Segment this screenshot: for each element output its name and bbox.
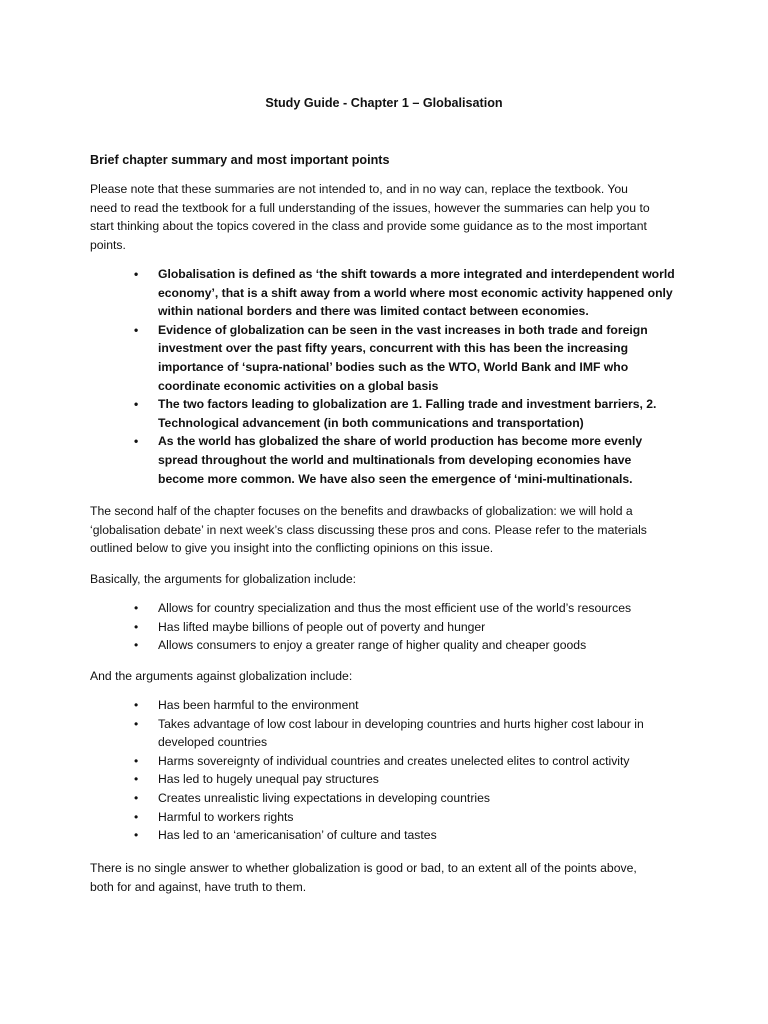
key-point-item	[90, 265, 690, 321]
against-argument-item	[90, 789, 690, 808]
bullet-icon: •	[134, 619, 139, 634]
key-point-line: within national borders and there was limited contact between economies.	[158, 304, 589, 319]
bullet-icon: •	[134, 828, 139, 843]
key-point-line: become more common. We have also seen the emergence of ‘mini-multinationals.	[158, 471, 633, 486]
document-page	[90, 0, 690, 1024]
bullet-icon: •	[134, 434, 139, 449]
against-argument-line: Has led to hugely unequal pay structures	[158, 772, 379, 787]
key-point-line: investment over the past fifty years, concurrent with this has been the increasing	[158, 341, 629, 356]
key-point-line: spread throughout the world and multinationals from developing economies have	[158, 452, 632, 467]
key-point-line: Globalisation is defined as ‘the shift towards a more integrated and interdependent world	[158, 267, 675, 281]
second-half-line: ‘globalisation debate’ in next week’s class discussing these pros and cons. Please refer to the materials	[90, 522, 647, 537]
against-argument-item	[90, 770, 690, 789]
key-point-item	[90, 395, 690, 432]
conclusion-line: There is no single answer to whether globalization is good or bad, to an extent all of the points above,	[90, 861, 637, 875]
against-arguments-list	[90, 696, 690, 845]
bullet-icon: •	[134, 601, 139, 615]
key-point-item	[90, 321, 690, 395]
against-argument-item	[90, 808, 690, 827]
against-argument-line: Has been harmful to the environment	[158, 698, 359, 712]
bullet-icon: •	[134, 753, 139, 768]
bullet-icon: •	[134, 790, 139, 805]
bullet-icon: •	[134, 716, 139, 731]
key-point-item	[90, 432, 690, 488]
for-argument-line: Allows for country specialization and thus the most efficient use of the world’s resources	[158, 601, 632, 615]
conclusion-paragraph	[90, 859, 686, 896]
against-argument-line: Has led to an ‘americanisation’ of culture and tastes	[158, 828, 437, 843]
for-intro	[90, 570, 686, 589]
second-half-line: outlined below to give you insight into the conflicting opinions on this issue.	[90, 541, 494, 556]
conclusion-line: both for and against, have truth to them.	[90, 879, 307, 894]
key-point-line: Technological advancement (in both communications and transportation)	[158, 415, 584, 430]
for-argument-item	[90, 618, 690, 637]
against-argument-item	[90, 696, 690, 715]
key-point-line: As the world has globalized the share of world production has become more evenly	[158, 434, 643, 449]
against-argument-item	[90, 826, 690, 845]
bullet-icon: •	[134, 267, 139, 281]
against-argument-item	[90, 715, 690, 752]
against-argument-item	[90, 752, 690, 771]
document-title: Study Guide - Chapter 1 – Globalisation	[265, 96, 503, 110]
bullet-icon: •	[134, 809, 139, 824]
key-point-line: economy’, that is a shift away from a world where most economic activity happened only	[158, 285, 673, 300]
against-argument-line: Takes advantage of low cost labour in developing countries and hurts higher cost labour in	[158, 716, 644, 731]
second-half-paragraph	[90, 502, 686, 558]
key-point-line: The two factors leading to globalization are 1. Falling trade and investment barriers, 2.	[158, 397, 657, 412]
key-point-line: Evidence of globalization can be seen in the vast increases in both trade and foreign	[158, 322, 648, 337]
intro-line: points.	[90, 237, 126, 252]
bullet-icon: •	[134, 397, 139, 412]
for-argument-item	[90, 636, 690, 655]
against-argument-line: developed countries	[158, 735, 268, 750]
against-intro	[90, 667, 686, 686]
second-half-line: The second half of the chapter focuses on the benefits and drawbacks of globalization: we will hold a	[90, 504, 633, 518]
intro-line: Please note that these summaries are not intended to, and in no way can, replace the textbook. You	[90, 182, 628, 196]
bullet-icon: •	[134, 322, 139, 337]
for-argument-item	[90, 599, 690, 618]
for-argument-line: Has lifted maybe billions of people out of poverty and hunger	[158, 619, 486, 634]
key-point-line: importance of ‘supra-national’ bodies such as the WTO, World Bank and IMF who	[158, 359, 629, 374]
against-intro-line: And the arguments against globalization include:	[90, 669, 353, 683]
against-argument-line: Harms sovereignty of individual countries and creates unelected elites to control activity	[158, 753, 630, 768]
intro-line: need to read the textbook for a full understanding of the issues, however the summaries can help you to	[90, 200, 650, 215]
summary-heading: Brief chapter summary and most important points	[90, 153, 390, 167]
bullet-icon: •	[134, 698, 139, 712]
key-points-list	[90, 265, 690, 488]
for-arguments-list	[90, 599, 690, 655]
key-point-line: coordinate economic activities on a global basis	[158, 378, 439, 393]
intro-paragraph	[90, 180, 686, 254]
for-argument-line: Allows consumers to enjoy a greater range of higher quality and cheaper goods	[158, 638, 587, 653]
bullet-icon: •	[134, 638, 139, 653]
against-argument-line: Creates unrealistic living expectations in developing countries	[158, 790, 490, 805]
against-argument-line: Harmful to workers rights	[158, 809, 294, 824]
intro-line: start thinking about the topics covered in the class and provide some guidance as to the most important	[90, 219, 647, 234]
bullet-icon: •	[134, 772, 139, 787]
for-intro-line: Basically, the arguments for globalization include:	[90, 572, 357, 586]
